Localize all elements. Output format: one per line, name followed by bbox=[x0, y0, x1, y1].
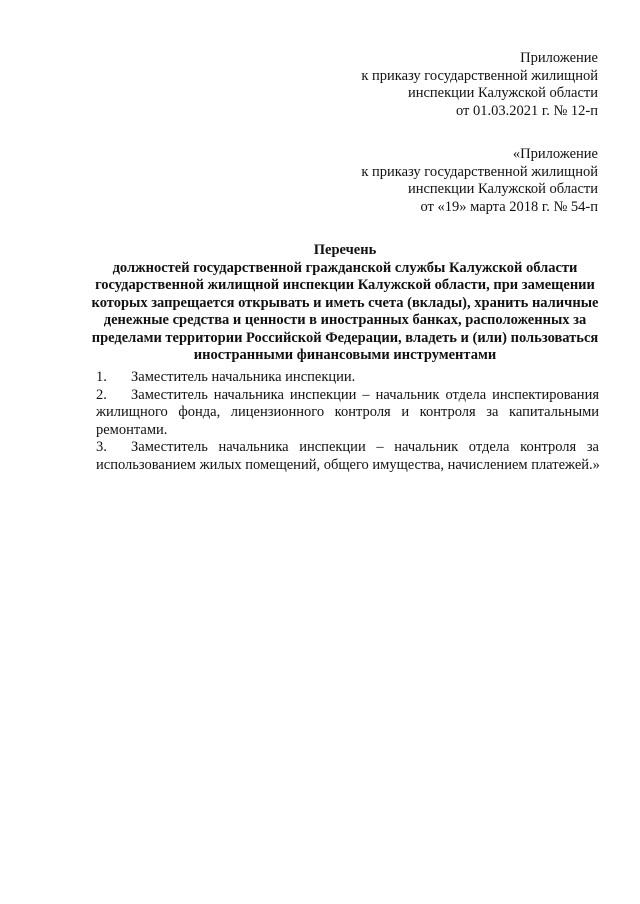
list-item-continuation: использованием жилых помещений, общего имущества, начислением платежей.» bbox=[96, 456, 600, 473]
attachment-line: к приказу государственной жилищной bbox=[361, 163, 598, 180]
attachment-header-current bbox=[361, 50, 598, 120]
list-item-continuation: жилищного фонда, лицензионного контроля и контроля за капитальными bbox=[96, 404, 599, 420]
attachment-header-original bbox=[361, 146, 598, 216]
title-line: пределами территории Российской Федерации, владеть и (или) пользоваться bbox=[91, 329, 599, 346]
positions-list bbox=[96, 369, 599, 474]
list-item-number: 3. bbox=[96, 439, 107, 455]
list-item-first-line bbox=[96, 439, 599, 457]
attachment-line: к приказу государственной жилищной bbox=[361, 67, 598, 84]
list-item bbox=[96, 439, 599, 474]
attachment-line: инспекции Калужской области bbox=[407, 85, 598, 101]
list-item-text: Заместитель начальника инспекции – начальник отдела контроля за bbox=[131, 439, 599, 455]
attachment-line: от 01.03.2021 г. № 12-п bbox=[455, 102, 598, 119]
list-item-number: 1. bbox=[96, 369, 107, 385]
title-line: иностранными финансовыми инструментами bbox=[193, 347, 497, 363]
attachment-line: инспекции Калужской области bbox=[407, 181, 598, 197]
attachment-line: Приложение bbox=[520, 50, 598, 66]
document-title bbox=[90, 242, 600, 365]
list-item bbox=[96, 369, 599, 387]
list-item-text: Заместитель начальника инспекции – начальник отдела инспектирования bbox=[131, 386, 599, 403]
list-item-first-line bbox=[96, 387, 599, 405]
attachment-line: «Приложение bbox=[512, 146, 598, 162]
list-item-text: Заместитель начальника инспекции. bbox=[131, 369, 356, 385]
title-line: государственной жилищной инспекции Калужской области, при замещении bbox=[95, 277, 595, 293]
list-item-first-line bbox=[96, 369, 599, 387]
list-item-continuation: ремонтами. bbox=[96, 421, 168, 438]
title-line: которых запрещается открывать и иметь счета (вклады), хранить наличные bbox=[91, 294, 599, 311]
title-line: должностей государственной гражданской службы Калужской области bbox=[112, 259, 578, 276]
list-item-number: 2. bbox=[96, 386, 107, 403]
title-line: денежные средства и ценности в иностранных банках, расположенных за bbox=[103, 312, 587, 328]
attachment-line: от «19» марта 2018 г. № 54-п bbox=[420, 198, 598, 215]
list-item bbox=[96, 387, 599, 440]
title-heading: Перечень bbox=[313, 242, 377, 258]
